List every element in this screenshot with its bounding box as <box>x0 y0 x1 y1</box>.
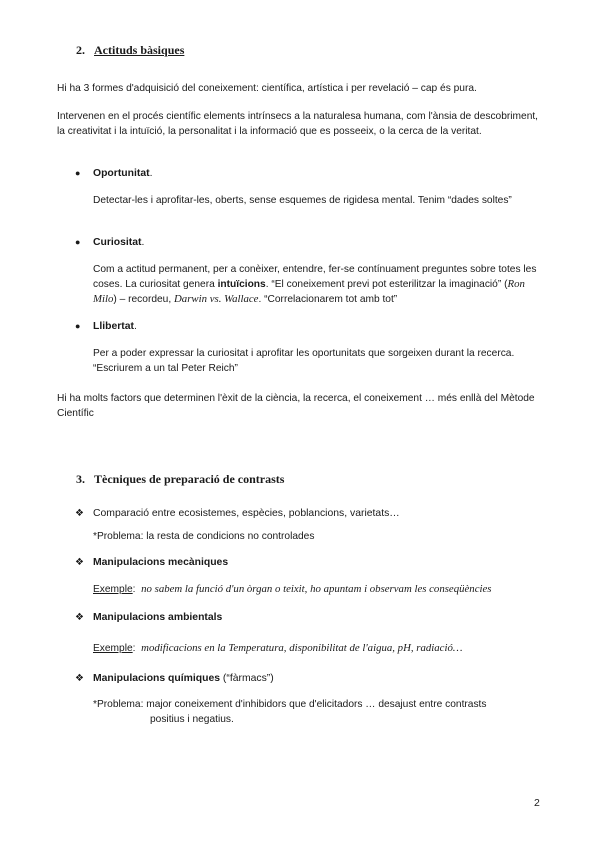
section-2-intro-2: Intervenen en el procés científic elements intrínsecs a la naturalesa humana, com l'ànsia de descobriment, la creativitat i la intuïció, la personalitat i la informació que es posseeix, o la cerca de la veritat. <box>57 111 539 137</box>
bullet-label: Oportunitat <box>93 168 150 179</box>
technique-label: Manipulacions mecàniques <box>93 557 229 568</box>
bullet-curiositat-desc <box>93 262 543 307</box>
diamond-bullet-icon: ❖ <box>75 557 84 568</box>
technique-mecaniques <box>75 557 228 568</box>
bullet-oportunitat-desc: Detectar-les i aprofitar-les, oberts, sense esquemes de rigidesa mental. Tenim “dades soltes” <box>93 195 512 206</box>
section-2-number: 2. <box>76 43 85 57</box>
example-text: no sabem la funció d'un òrgan o teixit, ho apuntam i observam les conseqüències <box>141 583 492 595</box>
desc-text: ) – recordeu, <box>113 294 174 305</box>
desc-text: Com a actitud permanent, per a conèixer, entendre, fer-se contínuament preguntes sobre totes les coses. La curiositat genera <box>93 264 537 290</box>
note-line: *Problema: major coneixement d'inhibidors que d'elicitadors … desajust entre contrasts <box>93 699 487 710</box>
technique-comparacio <box>75 508 400 519</box>
section-3-number: 3. <box>76 472 85 486</box>
diamond-bullet-icon: ❖ <box>75 673 84 684</box>
diamond-bullet-icon: ❖ <box>75 508 84 519</box>
section-2-title: Actituds bàsiques <box>94 43 185 57</box>
diamond-bullet-icon: ❖ <box>75 612 84 623</box>
technique-quimiques <box>75 673 274 684</box>
technique-ambientals <box>75 612 222 623</box>
technique-ambientals-example: Exemple: modificacions en la Temperatura, disponibilitat de l'aigua, pH, radiació… <box>93 642 463 654</box>
technique-mecaniques-example: Exemple: no sabem la funció d'un òrgan o teixit, ho apuntam i observam les conseqüències <box>93 583 492 595</box>
desc-text: . “El coneixement previ pot esterilitzar la imaginació” ( <box>265 279 508 290</box>
section-2-heading <box>76 43 184 58</box>
example-label: Exemple <box>93 643 133 654</box>
example-text: modificacions en la Temperatura, disponibilitat de l'aigua, pH, radiació… <box>141 642 463 654</box>
section-3-title: Tècniques de preparació de contrasts <box>94 472 285 486</box>
technique-quimiques-note <box>93 697 543 727</box>
bullet-llibertat-desc: Per a poder expressar la curiositat i aprofitar les oportunitats que sorgeixen durant la recerca. “Escriurem a un tal Peter Reich” <box>93 348 515 374</box>
black-circle-icon: ● <box>75 321 81 331</box>
technique-label: Manipulacions químiques <box>93 673 221 684</box>
desc-bold: intuïcions <box>217 279 266 290</box>
section-3-heading <box>76 472 284 487</box>
page-number: 2 <box>534 797 540 809</box>
bullet-llibertat: ● Llibertat. <box>75 321 137 332</box>
desc-text: . “Correlacionarem tot amb tot” <box>258 294 398 305</box>
black-circle-icon: ● <box>75 168 81 178</box>
black-circle-icon: ● <box>75 237 81 247</box>
technique-label: Manipulacions ambientals <box>93 612 223 623</box>
bullet-label: Llibertat <box>93 321 134 332</box>
technique-comparacio-note: *Problema: la resta de condicions no controlades <box>93 531 315 542</box>
desc-italic: Darwin vs. Wallace <box>174 293 259 305</box>
technique-label: Comparació entre ecosistemes, espècies, poblancions, varietats… <box>93 508 400 519</box>
section-2-intro-1: Hi ha 3 formes d'adquisició del coneixement: científica, artística i per revelació – cap és pura. <box>57 83 477 94</box>
bullet-curiositat: ● Curiositat. <box>75 237 145 248</box>
example-label: Exemple <box>93 584 133 595</box>
note-line: positius i negatius. <box>150 714 234 725</box>
bullet-oportunitat: ● Oportunitat. <box>75 168 153 179</box>
bullet-label: Curiositat <box>93 237 142 248</box>
desc-italic: Ron Milo <box>93 278 525 305</box>
section-2-outro: Hi ha molts factors que determinen l'èxit de la ciència, la recerca, el coneixement … més enllà del Mètode Científic <box>57 393 535 419</box>
technique-label-suffix: (“fàrmacs”) <box>220 673 274 684</box>
